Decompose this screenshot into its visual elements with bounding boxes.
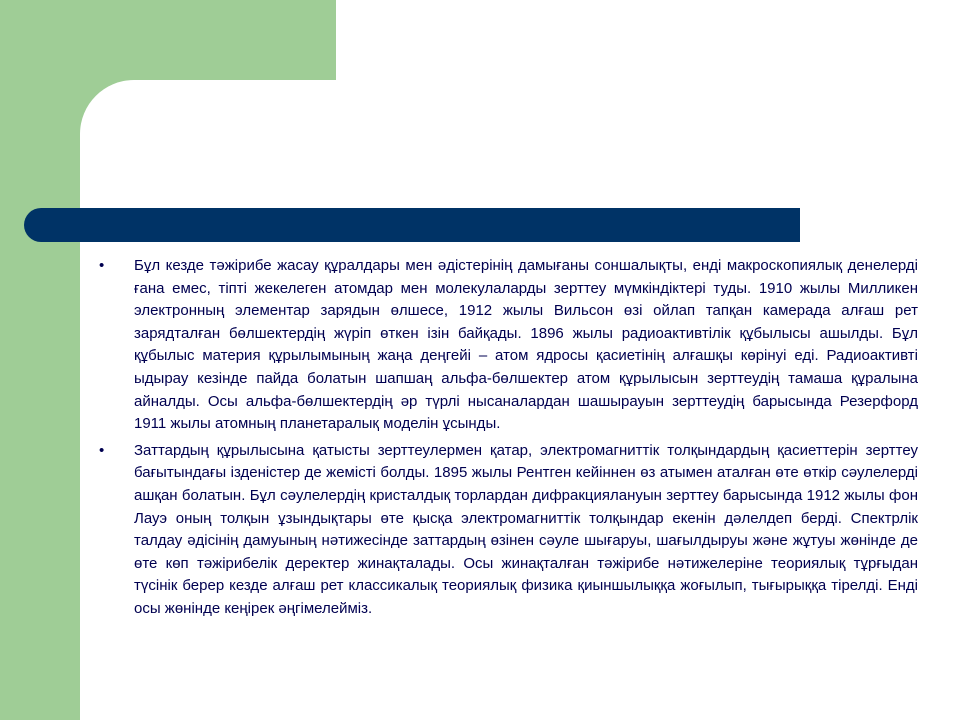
bullet-marker: • [99, 441, 105, 459]
bullet-item [96, 255, 918, 436]
slide-content [96, 255, 918, 625]
bullet-item [96, 440, 918, 621]
bullet-text: Бұл кезде тәжірибе жасау құралдары мен әдістерінің дамығаны соншалықты, енді макроскопиялық денелерді ғана емес, тіпті жекелеген атомдар мен молекулаларды зерттеу мүмкіндіктері туды. 1910 жылы Милликен электронның элементар зарядын өлшесе, 1912 жылы Вильсон өзі ойлап тапқан камерада алғаш рет зарядталған бөлшектердің жүріп өткен ізін байқады. 1896 жылы радиоактивтілік құбылысы ашылды. Бұл құбылыс материя құрылымының жаңа деңгейі – атом ядросы қасиетінің алғашқы көрінуі еді. Радиоактивті ыдырау кезінде пайда болатын шапшаң альфа-бөлшектер атом құрылысын зерттеудің тамаша құралына айналды. Осы альфа-бөлшектердің әр түрлі нысаналардан шашырауын зерттеудің барысында Резерфорд 1911 жылы атомның планетаралық моделін ұсынды. [134, 257, 918, 433]
title-bar [24, 208, 800, 242]
bullet-marker: • [99, 257, 105, 274]
bullet-text: Заттардың құрылысына қатысты зерттеулермен қатар, электромагниттік толқындардың қасиеттерін зерттеу бағытындағы ізденістер де жемісті болды. 1895 жылы Рентген кейіннен өз атымен аталған өте өткір сәулелерді ашқан болатын. Бұл сәулелердің кристалдық торлардан дифракциялануын зерттеу барысында 1912 жылы фон Лауэ оның толқын ұзындықтары өте қысқа электромагниттік толқындар екенін дәлелдеп берді. Спектрлік талдау әдісінің дамуының нәтижесінде заттардың өзінен сәуле шығаруы, шағылдыруы және жұтуы жөнінде де өте көп тәжірибелік деректер жинақталады. Осы жинақталған тәжірибе нәтижелеріне теориялық тұрғыдан түсінік берер кезде алғаш рет классикалық теориялық физика қиыншылыққа жоғылып, тығырыққа тірелді. Енді осы жөнінде кеңірек әңгімелейміз. [134, 441, 918, 617]
